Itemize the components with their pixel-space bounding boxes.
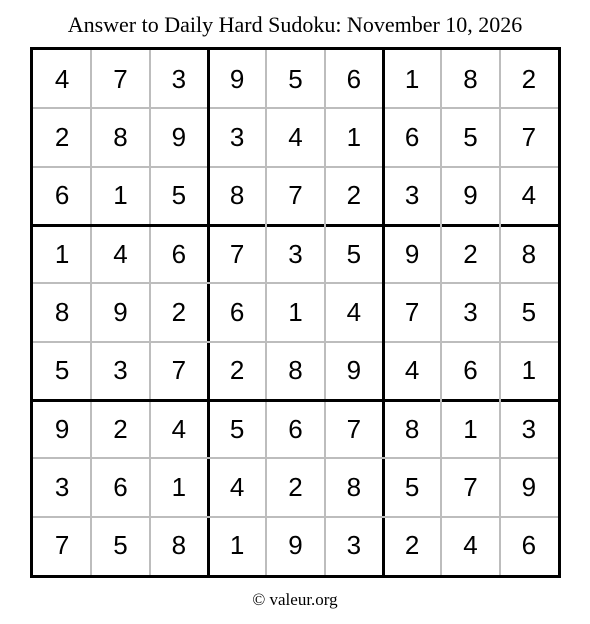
- sudoku-cell: 1: [288, 296, 303, 327]
- sudoku-cell: 6: [463, 355, 478, 386]
- sudoku-cell: 8: [521, 238, 537, 269]
- sudoku-cell: 6: [521, 530, 537, 561]
- sudoku-cell: 7: [521, 121, 537, 152]
- sudoku-cell: 8: [346, 471, 362, 502]
- sudoku-cell: 3: [288, 238, 303, 269]
- sudoku-cell: 6: [171, 238, 187, 269]
- sudoku-cell: 7: [404, 296, 420, 327]
- sudoku-cell: 3: [113, 355, 128, 386]
- sudoku-cell: 5: [521, 296, 537, 327]
- sudoku-cell: 3: [346, 530, 362, 561]
- sudoku-board: [30, 47, 561, 578]
- sudoku-cell: 4: [404, 355, 420, 386]
- sudoku-cell: 6: [288, 413, 303, 444]
- sudoku-cell: 8: [171, 530, 187, 561]
- sudoku-cell: 5: [113, 530, 128, 561]
- sudoku-cell: 4: [288, 121, 303, 152]
- sudoku-cell: 5: [288, 63, 303, 94]
- sudoku-cell: 6: [229, 296, 245, 327]
- copyright-footer: © valeur.org: [252, 590, 338, 609]
- sudoku-cell: 9: [463, 180, 478, 211]
- sudoku-cell: 1: [463, 413, 478, 444]
- sudoku-cell: 8: [113, 121, 128, 152]
- sudoku-cell: 8: [54, 296, 70, 327]
- sudoku-cell: 3: [171, 63, 187, 94]
- sudoku-cell: 8: [463, 63, 478, 94]
- sudoku-cell: 8: [404, 413, 420, 444]
- sudoku-cell: 3: [521, 413, 537, 444]
- sudoku-cell: 7: [288, 180, 303, 211]
- sudoku-cell: 4: [346, 296, 362, 327]
- sudoku-cell: 4: [229, 471, 245, 502]
- sudoku-cell: 2: [463, 238, 478, 269]
- sudoku-cell: 2: [229, 355, 245, 386]
- sudoku-cell: 9: [171, 121, 187, 152]
- sudoku-cell: 1: [113, 180, 128, 211]
- sudoku-cell: 4: [113, 238, 128, 269]
- sudoku-cell: 2: [171, 296, 187, 327]
- page-title: Answer to Daily Hard Sudoku: November 10, 2026: [67, 12, 523, 37]
- sudoku-cell: 2: [54, 121, 70, 152]
- sudoku-cell: 2: [113, 413, 128, 444]
- sudoku-cell: 9: [521, 471, 537, 502]
- sudoku-cell: 2: [404, 530, 420, 561]
- sudoku-cell: 6: [346, 63, 362, 94]
- sudoku-cell: 3: [54, 471, 70, 502]
- sudoku-cell: 7: [229, 238, 245, 269]
- sudoku-cell: 1: [404, 63, 420, 94]
- sudoku-cell: 5: [463, 121, 478, 152]
- sudoku-cell: 1: [54, 238, 70, 269]
- sudoku-cell: 4: [54, 63, 70, 94]
- sudoku-cell: 7: [113, 63, 128, 94]
- sudoku-cell: 1: [229, 530, 245, 561]
- sudoku-cell: 1: [171, 471, 187, 502]
- sudoku-cell: 3: [229, 121, 245, 152]
- sudoku-cell: 9: [346, 355, 362, 386]
- sudoku-cell: 7: [346, 413, 362, 444]
- sudoku-cell: 5: [346, 238, 362, 269]
- sudoku-cell: 4: [463, 530, 478, 561]
- sudoku-cell: 7: [171, 355, 187, 386]
- sudoku-cell: 3: [463, 296, 478, 327]
- sudoku-cell: 6: [54, 180, 70, 211]
- sudoku-cell: 1: [521, 355, 537, 386]
- sudoku-cell: 8: [288, 355, 303, 386]
- sudoku-cell: 4: [171, 413, 187, 444]
- sudoku-cell: 5: [229, 413, 245, 444]
- sudoku-cell: 6: [113, 471, 128, 502]
- sudoku-cell: 9: [404, 238, 420, 269]
- sudoku-cell: 2: [521, 63, 537, 94]
- sudoku-cell: 9: [54, 413, 70, 444]
- sudoku-cell: 5: [54, 355, 70, 386]
- sudoku-cell: 8: [229, 180, 245, 211]
- sudoku-cell: 5: [404, 471, 420, 502]
- sudoku-cell: 6: [404, 121, 420, 152]
- sudoku-cell: 3: [404, 180, 420, 211]
- sudoku-cell: 2: [346, 180, 362, 211]
- sudoku-cell: 4: [521, 180, 537, 211]
- sudoku-cell: 7: [54, 530, 70, 561]
- sudoku-cell: 7: [463, 471, 478, 502]
- sudoku-cell: 9: [288, 530, 303, 561]
- sudoku-cell: 2: [288, 471, 303, 502]
- sudoku-cell: 1: [346, 121, 362, 152]
- sudoku-cell: 9: [113, 296, 128, 327]
- sudoku-cell: 5: [171, 180, 187, 211]
- sudoku-cell: 9: [229, 63, 245, 94]
